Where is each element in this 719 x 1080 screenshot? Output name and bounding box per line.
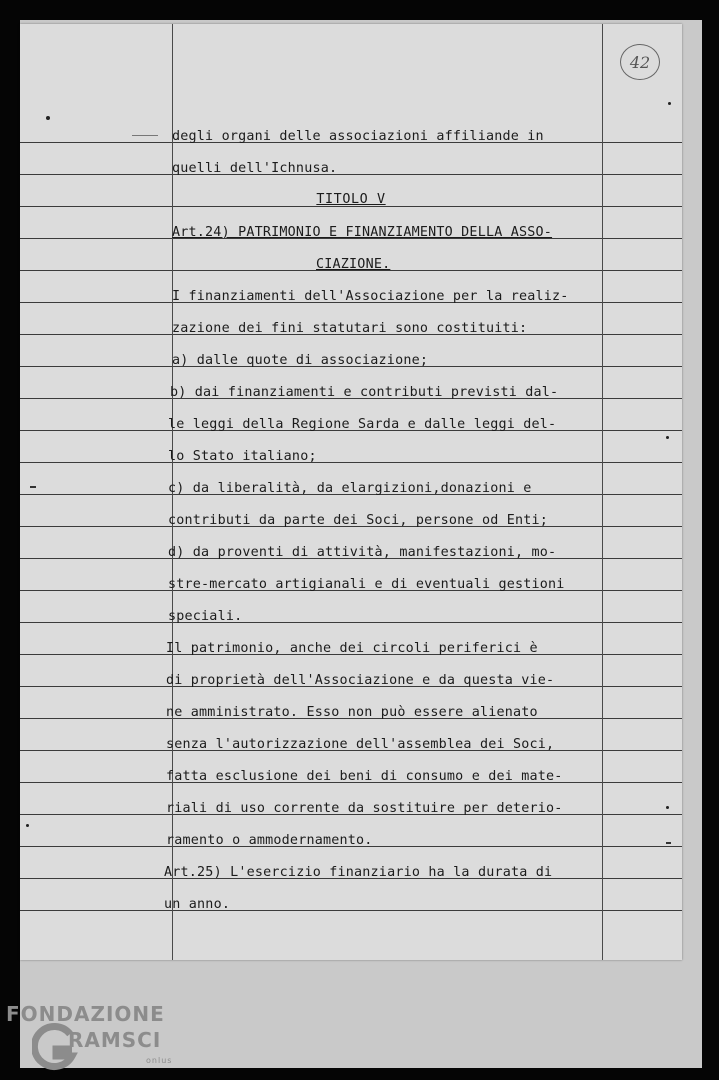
- text-line: d) da proventi di attività, manifestazioni, mo-: [168, 545, 557, 560]
- text-line: I finanziamenti dell'Associazione per la realiz-: [172, 289, 569, 304]
- ink-mark: [668, 102, 671, 105]
- text-line: fatta esclusione dei beni di consumo e dei mate-: [166, 769, 563, 784]
- text-line: Il patrimonio, anche dei circoli periferici è: [166, 641, 538, 656]
- text-line: zazione dei fini statutari sono costituiti:: [172, 321, 528, 336]
- page-number: 42: [620, 44, 660, 80]
- text-line: un anno.: [164, 897, 231, 912]
- ink-mark: [46, 116, 50, 120]
- text-line: contributi da parte dei Soci, persone od Enti;: [168, 513, 549, 528]
- ink-mark: [30, 486, 36, 488]
- logo-line-1: FONDAZIONE: [6, 1002, 165, 1026]
- text-line: le leggi della Regione Sarda e dalle leggi del-: [168, 417, 557, 432]
- ink-mark: [666, 806, 669, 809]
- text-line: a) dalle quote di associazione;: [172, 353, 429, 368]
- ink-mark: [132, 135, 158, 136]
- text-line: c) da liberalità, da elargizioni,donazioni e: [168, 481, 532, 496]
- logo-line-2: RAMSCI: [68, 1028, 162, 1052]
- ink-mark: [666, 842, 671, 844]
- text-line: lo Stato italiano;: [168, 449, 317, 464]
- text-line: degli organi delle associazioni affiliande in: [172, 129, 544, 144]
- text-line: senza l'autorizzazione dell'assemblea dei Soci,: [166, 737, 555, 752]
- text-line: ne amministrato. Esso non può essere alienato: [166, 705, 538, 720]
- text-line: riali di uso corrente da sostituire per deterio-: [166, 801, 563, 816]
- ink-mark: [666, 436, 669, 439]
- logo-line-3: onlus: [146, 1056, 173, 1065]
- text-line: di proprietà dell'Associazione e da questa vie-: [166, 673, 555, 688]
- section-title: TITOLO V: [316, 192, 386, 207]
- ink-mark: [26, 824, 29, 827]
- text-line: quelli dell'Ichnusa.: [172, 161, 338, 176]
- fondazione-gramsci-logo: [6, 1000, 186, 1080]
- typed-page: [20, 24, 682, 960]
- text-line: stre-mercato artigianali e di eventuali gestioni: [168, 577, 565, 592]
- article-heading: Art.24) PATRIMONIO E FINANZIAMENTO DELLA ASSO-: [172, 225, 553, 240]
- text-line: ramento o ammodernamento.: [166, 833, 373, 848]
- text-line: Art.25) L'esercizio finanziario ha la durata di: [164, 865, 553, 880]
- article-heading-cont: CIAZIONE.: [316, 257, 391, 272]
- text-line: speciali.: [168, 609, 243, 624]
- text-line: b) dai finanziamenti e contributi previsti dal-: [170, 385, 559, 400]
